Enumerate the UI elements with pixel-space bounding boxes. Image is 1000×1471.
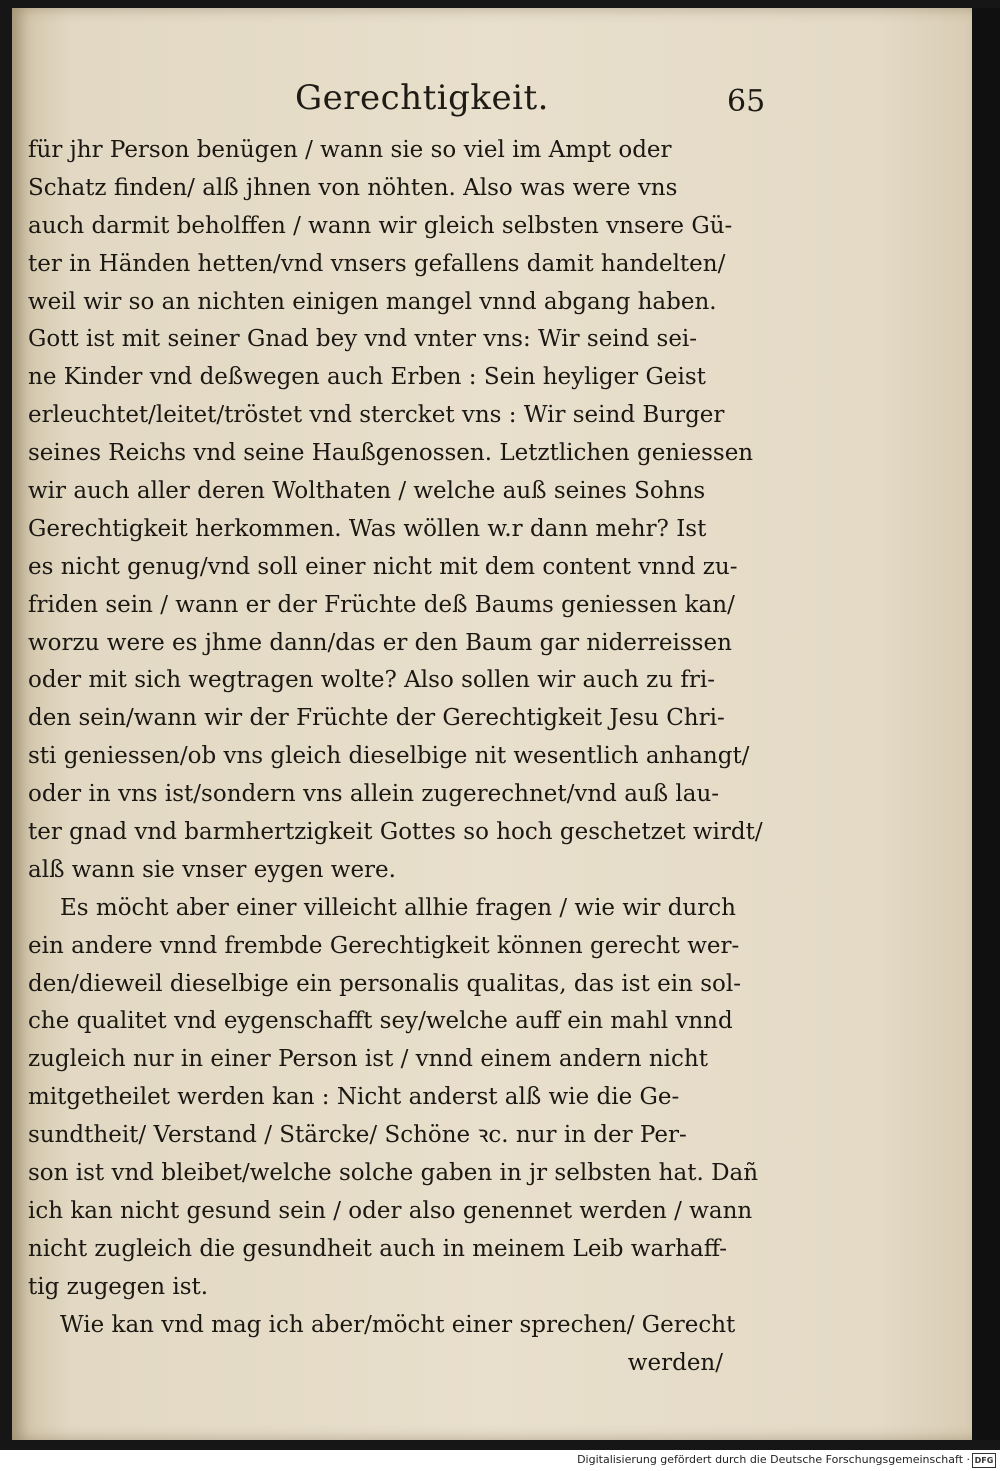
text-line: den sein/wann wir der Früchte der Gerechtigkeit Jesu Chri- xyxy=(28,705,725,732)
text-line: ter in Händen hetten/vnd vnsers gefallens damit handelten/ xyxy=(28,250,726,277)
text-line: ich kan nicht gesund sein / oder also genennet werden / wann xyxy=(28,1197,753,1224)
page-number: 65 xyxy=(727,84,766,119)
text-line: es nicht genug/vnd soll einer nicht mit dem content vnnd zu- xyxy=(28,553,738,580)
text-line: worzu were es jhme dann/das er den Baum gar niderreissen xyxy=(28,629,732,656)
text-line: che qualitet vnd eygenschafft sey/welche auff ein mahl vnnd xyxy=(28,1008,733,1035)
text-line: ein andere vnnd frembde Gerechtigkeit können gerecht wer- xyxy=(28,932,740,959)
paragraph-start-line: Es möcht aber einer villeicht allhie fragen / wie wir durch xyxy=(60,894,736,921)
funding-credit: Digitalisierung gefördert durch die Deutsche Forschungsgemeinschaft · xyxy=(577,1453,970,1466)
text-line: für jhr Person benügen / wann sie so viel im Ampt oder xyxy=(28,137,672,163)
text-line: weil wir so an nichten einigen mangel vnnd abgang haben. xyxy=(28,288,717,315)
text-line: friden sein / wann er der Früchte deß Baums geniessen kan/ xyxy=(28,591,735,618)
text-line: wir auch aller deren Wolthaten / welche auß seines Sohns xyxy=(28,478,706,505)
paragraph-start-line: Wie kan vnd mag ich aber/möcht einer sprechen/ Gerecht xyxy=(60,1311,736,1338)
text-line: Schatz finden/ alß jhnen von nöhten. Also was were vns xyxy=(28,174,678,201)
footer-bar xyxy=(0,1450,1000,1471)
text-line: ter gnad vnd barmhertzigkeit Gottes so hoch geschetzet wirdt/ xyxy=(28,819,763,846)
text-line: erleuchtet/leitet/tröstet vnd stercket vns : Wir seind Burger xyxy=(28,402,725,429)
text-line: nicht zugleich die gesundheit auch in meinem Leib warhaff- xyxy=(28,1235,728,1262)
text-line: zugleich nur in einer Person ist / vnnd einem andern nicht xyxy=(28,1046,708,1073)
dfg-logo-icon: DFG xyxy=(972,1453,996,1468)
text-line: tig zugegen ist. xyxy=(28,1273,209,1300)
text-line: auch darmit beholffen / wann wir gleich selbsten vnsere Gü- xyxy=(28,212,733,239)
text-line: seines Reichs vnd seine Haußgenossen. Letztlichen geniessen xyxy=(28,440,754,467)
text-line: mitgetheilet werden kan : Nicht anderst alß wie die Ge- xyxy=(28,1084,680,1111)
text-line: Gott ist mit seiner Gnad bey vnd vnter vns: Wir seind sei- xyxy=(28,326,698,353)
text-line: oder mit sich wegtragen wolte? Also sollen wir auch zu fri- xyxy=(28,667,715,694)
page-header xyxy=(295,78,775,128)
text-line: oder in vns ist/sondern vns allein zugerechnet/vnd auß lau- xyxy=(28,781,720,808)
text-line: sundtheit/ Verstand / Stärcke/ Schöne ꝛc. nur in der Per- xyxy=(28,1122,687,1149)
catchword: werden/ xyxy=(627,1349,723,1376)
text-line: ne Kinder vnd deßwegen auch Erben : Sein heyliger Geist xyxy=(28,364,706,391)
text-line: sti geniessen/ob vns gleich dieselbige nit wesentlich anhangt/ xyxy=(28,743,750,770)
text-line: alß wann sie vnser eygen were. xyxy=(28,856,396,883)
text-line: son ist vnd bleibet/welche solche gaben in jr selbsten hat. Dañ xyxy=(28,1160,759,1187)
text-line: den/dieweil dieselbige ein personalis qualitas, das ist ein sol- xyxy=(28,970,741,997)
text-line: Gerechtigkeit herkommen. Was wöllen w.r dann mehr? Ist xyxy=(28,515,707,542)
body-text xyxy=(28,132,763,1382)
running-head: Gerechtigkeit. xyxy=(295,78,549,118)
page-edge xyxy=(972,8,1000,1440)
